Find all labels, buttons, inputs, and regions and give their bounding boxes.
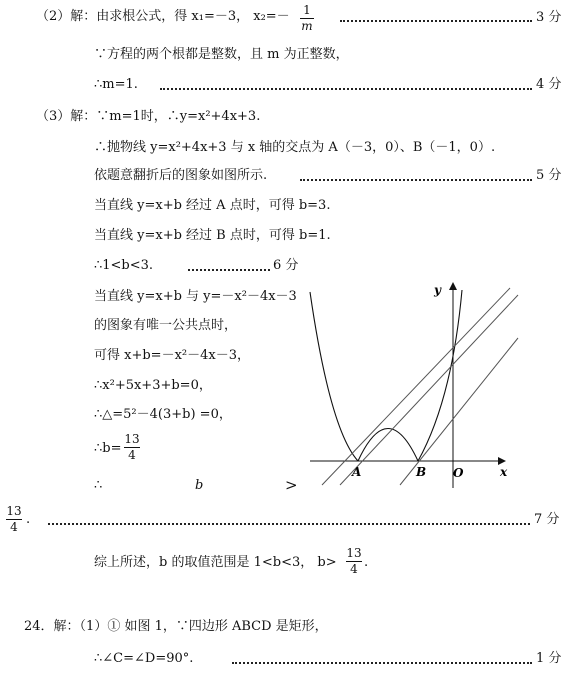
line-part2-roots: （2）解：由求根公式，得 x₁=－3， x₂=－	[36, 9, 290, 24]
line-through-b: 当直线 y=x+b 经过 B 点时，可得 b=1.	[94, 228, 331, 243]
fraction-13-over-4	[124, 433, 140, 462]
line-through-a	[340, 295, 518, 485]
line-intersections: ∴抛物线 y=x²+4x+3 与 x 轴的交点为 A（－3，0）、B（－1，0）.	[94, 140, 496, 155]
line-unique-point: 的图象有唯一公共点时，	[94, 318, 238, 333]
period-mark: .	[364, 555, 369, 570]
line-summary: 综上所述，b 的取值范围是 1<b<3， b>	[94, 555, 337, 570]
line-tangent-case: 当直线 y=x+b 与 y=－x²－4x－3	[94, 289, 297, 304]
score-label: 4 分	[536, 77, 562, 92]
score-label: 5 分	[536, 168, 562, 183]
line-b-symbol: b	[195, 478, 204, 493]
line-therefore: ∴	[94, 478, 103, 493]
line-part3-start: （3）解：∵m=1时，∴y=x²+4x+3.	[36, 109, 261, 124]
point-b-label: B	[416, 465, 427, 479]
origin-label: O	[453, 466, 464, 480]
parabola-left-branch	[310, 292, 358, 461]
fraction-denominator: 4	[350, 562, 358, 576]
line-quadratic: ∴x²+5x+3+b=0，	[94, 378, 212, 393]
score-label: 7 分	[534, 512, 560, 527]
period-mark: .	[26, 512, 31, 527]
line-problem-24: 24．解：（1）① 如图 1，∵四边形 ABCD 是矩形，	[24, 619, 328, 634]
fraction-1-over-m	[300, 4, 314, 33]
line-through-a: 当直线 y=x+b 经过 A 点时，可得 b=3.	[94, 198, 331, 213]
fraction-numerator: 1	[303, 3, 311, 17]
leader-dots	[160, 88, 532, 90]
leader-dots	[232, 662, 532, 664]
tangent-line	[322, 288, 510, 485]
score-label: 3 分	[536, 10, 562, 25]
line-integer-roots: ∵方程的两个根都是整数，且 m 为正整数，	[94, 47, 349, 62]
fraction-numerator: 13	[346, 546, 362, 560]
score-label: 1 分	[536, 651, 562, 666]
y-axis-arrow	[449, 282, 457, 290]
fraction-denominator: m	[301, 19, 313, 33]
fraction-13-over-4-wrap	[6, 505, 22, 534]
parabola-graph	[300, 280, 520, 495]
line-flipped-graph: 依题意翻折后的图象如图所示.	[94, 168, 268, 183]
line-right-angles: ∴∠C=∠D=90°.	[94, 651, 194, 666]
fraction-numerator: 13	[6, 504, 22, 518]
leader-dots	[300, 179, 532, 181]
score-label: 6 分	[273, 258, 299, 273]
fraction-denominator: 4	[10, 520, 18, 534]
fraction-numerator: 13	[124, 432, 140, 446]
line-greater-than: >	[285, 476, 298, 494]
leader-dots	[340, 20, 532, 22]
x-axis-arrow	[498, 457, 506, 465]
fraction-denominator: 4	[128, 448, 136, 462]
y-axis-label: y	[434, 283, 441, 297]
line-equation: 可得 x+b=－x²－4x－3，	[94, 348, 250, 363]
leader-dots	[48, 523, 530, 525]
line-b-value: ∴b=	[94, 441, 122, 456]
line-range-1-3: ∴1<b<3.	[94, 258, 154, 273]
line-discriminant: ∴△=5²－4(3+b) =0，	[94, 407, 232, 422]
leader-dots	[188, 269, 270, 271]
point-a-label: A	[352, 465, 362, 479]
fraction-13-over-4-summary	[346, 547, 362, 576]
x-axis-label: x	[500, 465, 508, 479]
line-m-equals-1: ∴m=1.	[94, 77, 138, 92]
